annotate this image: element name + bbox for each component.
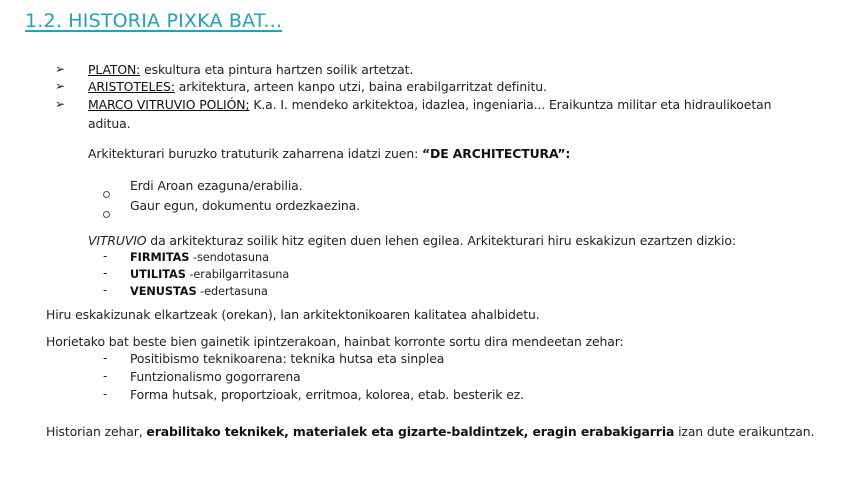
text-vitruvio: K.a. I. mendeko arkitektoa, idazlea, ingeniaria... Eraikuntza militar eta hidraulikoetan [249, 97, 772, 112]
requirement-item [130, 267, 289, 282]
dash-bullet: - [103, 249, 108, 263]
current-item: Positibismo teknikoarena: teknika hutsa eta sinplea [130, 351, 445, 366]
arrow-bullet-icon: ➢ [55, 79, 66, 93]
dash-bullet: - [103, 351, 108, 365]
arrow-bullet-icon: ➢ [55, 97, 66, 111]
vitruvio-rest: da arkitekturaz soilik hitz egiten duen lehen egilea. Arkitekturari hiru eskakizun ezartzen dizkio: [146, 233, 736, 248]
arrow-bullet-icon: ➢ [55, 62, 66, 76]
balance-text: Hiru eskakizunak elkartzeak (orekan), lan arkitektonikoaren kalitatea ahalbidetu. [46, 307, 540, 322]
currents-intro: Horietako bat beste bien gainetik ipintzerakoan, hainbat korronte sortu dira mendeetan zehar: [46, 334, 624, 349]
circle-bullet-icon [103, 183, 110, 202]
circle-bullet-icon [103, 203, 110, 222]
requirement-item [130, 250, 269, 265]
dash-bullet: - [103, 266, 108, 280]
requirement-name: FIRMITAS [130, 251, 190, 264]
requirement-name: VENUSTAS [130, 285, 197, 298]
dash-bullet: - [103, 283, 108, 297]
name-vitruvio: MARCO VITRUVIO POLIÓN; [88, 97, 250, 112]
text-aristoteles: arkitektura, arteen kanpo utzi, baina erabilgarritzat definitu. [174, 79, 547, 94]
dash-bullet: - [103, 387, 108, 401]
page-title: 1.2. HISTORIA PIXKA BAT... [25, 10, 283, 32]
conclusion-suffix: izan dute eraikuntzan. [674, 424, 815, 439]
vitruvio-italic: VITRUVIO [88, 233, 147, 248]
requirement-item [130, 284, 268, 299]
name-platon: PLATON: [88, 62, 141, 77]
bullet-platon [88, 62, 413, 78]
treatise-title: “DE ARCHITECTURA”: [422, 146, 571, 161]
bullet-aristoteles [88, 79, 547, 95]
current-item: Funtzionalismo gogorrarena [130, 369, 301, 384]
requirement-name: UTILITAS [130, 268, 186, 281]
treatise-prefix: Arkitekturari buruzko tratuturik zaharrena idatzi zuen: [88, 146, 422, 161]
requirement-meaning: -edertasuna [196, 285, 268, 298]
treatise-point: Gaur egun, dokumentu ordezkaezina. [130, 198, 360, 213]
conclusion-bold: erabilitako teknikek, materialek eta gizarte-baldintzek, eragin erabakigarria [146, 424, 675, 439]
dash-bullet: - [103, 369, 108, 383]
conclusion-prefix: Historian zehar, [46, 424, 147, 439]
current-item: Forma hutsak, proportzioak, erritmoa, kolorea, etab. besterik ez. [130, 387, 524, 402]
treatise-point: Erdi Aroan ezaguna/erabilia. [130, 178, 303, 193]
requirement-meaning: -sendotasuna [189, 251, 269, 264]
vitruvio-line [88, 233, 736, 249]
text-vitruvio-cont: aditua. [88, 116, 131, 131]
name-aristoteles: ARISTOTELES: [88, 79, 175, 94]
conclusion-text [46, 424, 814, 440]
text-platon: eskultura eta pintura hartzen soilik artetzat. [140, 62, 414, 77]
bullet-vitruvio [88, 97, 771, 113]
requirement-meaning: -erabilgarritasuna [185, 268, 290, 281]
treatise-line [88, 146, 570, 162]
